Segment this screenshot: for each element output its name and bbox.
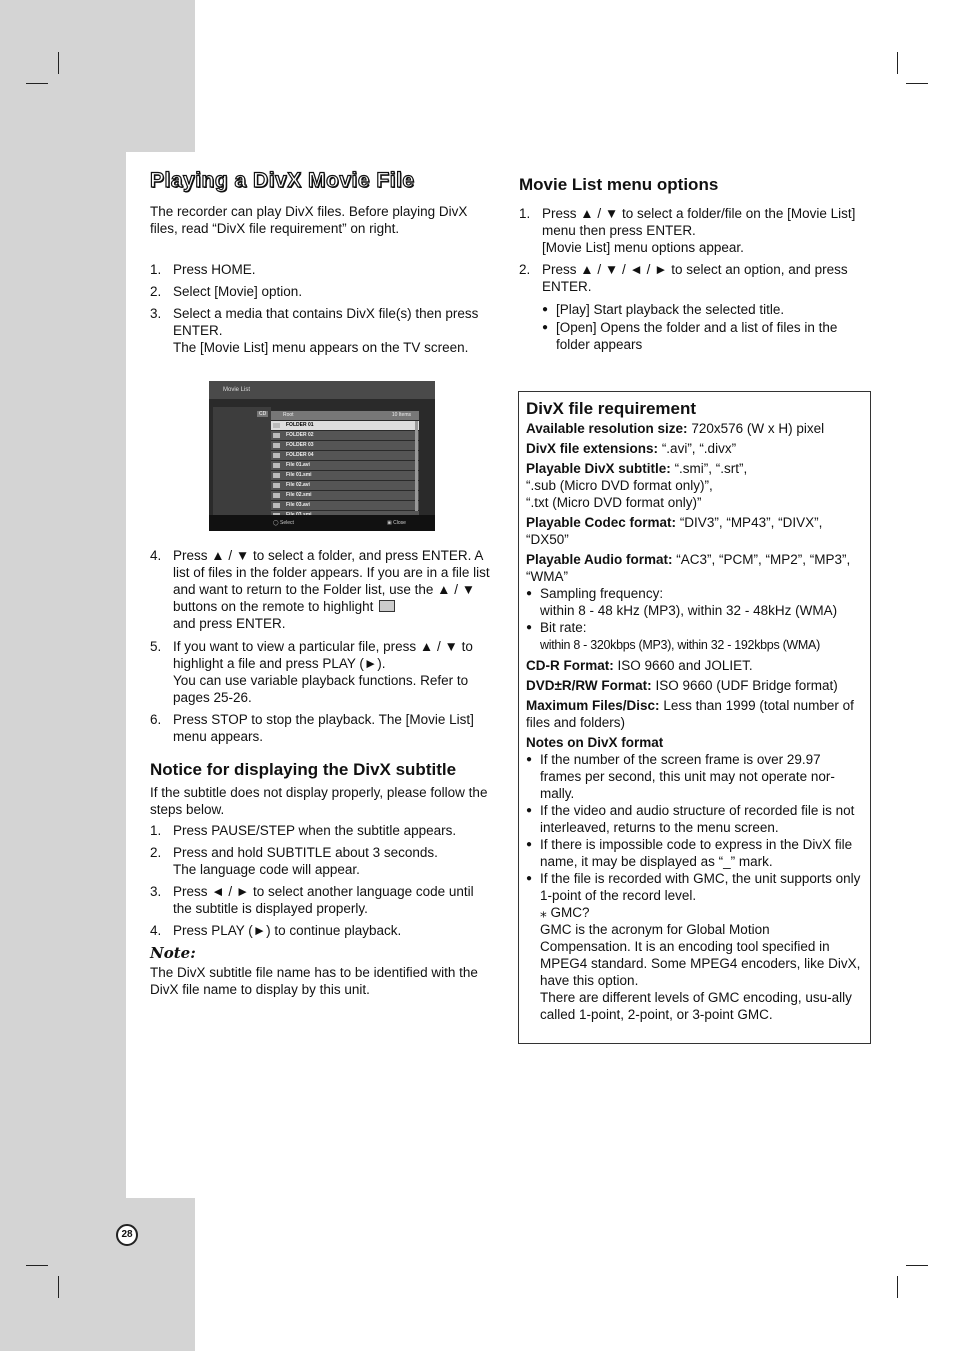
list-item: ● [Play] Start playback the selected title.	[542, 301, 869, 318]
resolution-line: Available resolution size: 720x576 (W x H) pixel	[526, 421, 825, 436]
screen-bottom-bar	[209, 515, 435, 531]
list-item: 1. Press ▲ / ▼ to select a folder/file on the [Movie List] menu then press ENTER. [Movie List] menu options appear.	[519, 206, 856, 255]
list-item[interactable]: File 03.avi	[271, 501, 419, 510]
audio-bullets	[526, 585, 863, 654]
folder-icon	[273, 443, 280, 448]
folder-up-icon	[379, 600, 395, 612]
page-number: 28	[116, 1224, 138, 1246]
folder-icon	[273, 423, 280, 428]
list-item: 5. If you want to view a particular file, press ▲ / ▼ to highlight a file and press PLAY (►). You can use variable playback functions. Refer to pages 25-26.	[150, 639, 473, 705]
crop-mark	[906, 83, 928, 84]
notice-steps	[150, 822, 495, 939]
file-icon	[273, 473, 280, 478]
list-item: 6. Press STOP to stop the playback. The [Movie List] menu appears.	[150, 712, 474, 744]
top-left-gray-band	[0, 0, 195, 152]
divx-requirement-box	[518, 391, 871, 1044]
folder-icon	[273, 453, 280, 458]
folder-icon	[273, 433, 280, 438]
right-column	[519, 176, 869, 358]
file-icon	[273, 483, 280, 488]
file-icon	[273, 503, 280, 508]
list-item[interactable]: FOLDER 03	[271, 441, 419, 450]
list-item: 2. Press ▲ / ▼ / ◄ / ► to select an option, and press ENTER. ● [Play] Start playback the selected title. ● [Open] Opens the folder and a list of files in the folder appears	[519, 261, 869, 353]
steps-list-b	[150, 547, 495, 745]
notes-list	[526, 751, 863, 1023]
notes-heading: Notes on DivX format	[526, 735, 664, 750]
list-item[interactable]: FOLDER 01	[271, 421, 419, 430]
crop-mark	[897, 1276, 898, 1298]
bottom-left-gray-band	[0, 1198, 195, 1351]
page-title: Playing a DivX Movie File	[150, 169, 415, 192]
list-item: ● [Open] Opens the folder and a list of files in the folder appears	[542, 319, 869, 353]
list-item: ● If the number of the screen frame is over 29.97 frames per second, this unit may not operate nor-mally.	[526, 751, 863, 802]
note-text: The DivX subtitle file name has to be identified with the DivX file name to display by this unit.	[150, 965, 478, 997]
list-item: ● If there is impossible code to express in the DivX file name, it may be displayed as “_” mark.	[526, 836, 863, 870]
note-heading: Note:	[150, 944, 196, 962]
movie-list-screenshot	[209, 381, 435, 531]
crop-mark	[26, 1265, 48, 1266]
crop-mark	[26, 83, 48, 84]
dvd-line: DVD±R/RW Format: ISO 9660 (UDF Bridge format)	[526, 678, 838, 693]
max-files-line: Maximum Files/Disc: Less than 1999 (total number of files and folders)	[526, 698, 854, 730]
crop-mark	[906, 1265, 928, 1266]
root-row: Root 10 Items	[271, 411, 419, 420]
cdr-line: CD-R Format: ISO 9660 and JOLIET.	[526, 658, 753, 673]
left-gray-band	[0, 152, 126, 1198]
list-item[interactable]: FOLDER 04	[271, 451, 419, 460]
close-hint: ▣ Close	[387, 520, 406, 526]
options-bullets	[542, 301, 869, 353]
list-item: 2. Select [Movie] option.	[150, 284, 303, 299]
list-item: ● Bit rate: within 8 - 320kbps (MP3), within 32 - 192kbps (WMA)	[526, 619, 863, 654]
crop-mark	[58, 1276, 59, 1298]
left-column	[150, 169, 495, 361]
screen-title: Movie List	[209, 381, 435, 399]
crop-mark	[897, 52, 898, 74]
audio-line: Playable Audio format: “AC3”, “PCM”, “MP2”, “MP3”, “WMA”	[526, 552, 851, 584]
list-item: 3. Select a media that contains DivX file(s) then press ENTER. The [Movie List] menu appears on the TV screen.	[150, 306, 479, 355]
intro-text: The recorder can play DivX files. Before playing DivX files, read “DivX file requirement” on right.	[150, 204, 468, 236]
screen-left-panel	[213, 407, 271, 515]
notice-intro: If the subtitle does not display properly, please follow the steps below.	[150, 785, 488, 817]
list-item[interactable]: File 02.avi	[271, 481, 419, 490]
file-icon	[273, 493, 280, 498]
media-label: CD	[259, 411, 267, 417]
steps-list-a	[150, 261, 495, 356]
codec-line: Playable Codec format: “DIV3”, “MP43”, “DIVX”, “DX50”	[526, 515, 823, 547]
screen-file-list	[271, 411, 419, 520]
list-item[interactable]: FOLDER 02	[271, 431, 419, 440]
left-column-lower	[150, 547, 495, 998]
list-item: ● Sampling frequency: within 8 - 48 kHz (MP3), within 32 - 48kHz (WMA)	[526, 585, 863, 619]
extensions-line: DivX file extensions: “.avi”, “.divx”	[526, 441, 737, 456]
list-item[interactable]: File 01.avi	[271, 461, 419, 470]
list-item[interactable]: File 02.smi	[271, 491, 419, 500]
list-item: 4. Press PLAY (►) to continue playback.	[150, 923, 402, 938]
crop-mark	[58, 52, 59, 74]
subtitle-line: Playable DivX subtitle: “.smi”, “.srt”, “.sub (Micro DVD format only)”, “.txt (Micro DVD format only)”	[526, 461, 748, 510]
list-item: 1. Press PAUSE/STEP when the subtitle appears.	[150, 823, 457, 838]
notice-heading: Notice for displaying the DivX subtitle	[150, 760, 457, 779]
list-item: 2. Press and hold SUBTITLE about 3 seconds. The language code will appear.	[150, 845, 438, 877]
requirement-heading: DivX file requirement	[526, 399, 697, 418]
list-item: 3. Press ◄ / ► to select another language code until the subtitle is displayed properly.	[150, 884, 474, 916]
list-item: ● If the file is recorded with GMC, the unit supports only 1-point of the record level. ⁎ GMC? GMC is the acronym for Global Motion Compensation. It is an encoding tool specified in MPEG4 standard. Some MPEG4 encoders, like DivX, have this option. There are different levels of GMC encoding, usu-ally called 1-point, 2-point, or 3-point GMC.	[526, 870, 863, 1023]
select-hint: ◯ Select	[273, 520, 294, 526]
scrollbar[interactable]	[415, 421, 418, 511]
file-icon	[273, 463, 280, 468]
list-item: ● If the video and audio structure of recorded file is not interleaved, returns to the menu screen.	[526, 802, 863, 836]
list-item[interactable]: File 01.smi	[271, 471, 419, 480]
options-steps	[519, 205, 869, 353]
list-item: 1. Press HOME.	[150, 262, 256, 277]
list-item: 4. Press ▲ / ▼ to select a folder, and press ENTER. A list of files in the folder appears. If you are in a file list and want to return to the Folder list, use the ▲ / ▼ buttons on the remote to highlight and press ENTER.	[150, 548, 490, 631]
options-heading: Movie List menu options	[519, 175, 719, 194]
